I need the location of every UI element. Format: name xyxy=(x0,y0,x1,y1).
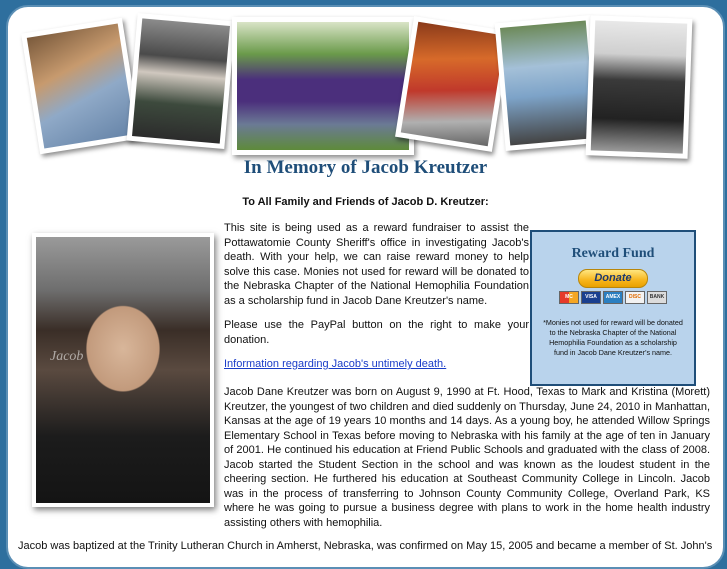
amex-icon: AMEX xyxy=(603,291,623,304)
biography-paragraph: Jacob Dane Kreutzer was born on August 9, 1990 at Ft. Hood, Texas to Mark and Kristina (Morett) Kreutzer, the youngest of two children and died suddenly on Thursday, June 24, 2010 in Manhattan, Kansas at the age of 19 years 10 months and 14 days. As a young boy, he attended Willow Springs Elementary School in Texas before moving to Nebraska with his family at the age of ten in January of 2001. He continued his education at Friend Public Schools and graduated with the class of 2008. Jacob started the Student Section in the school and was known as the loudest student in the cheering section. He furthered his education at Southeast Community College in Lincoln. Jacob was in the process of transferring to Johnson County Community College, Overland Park, KS where he was going to pursue a business degree with plans to work in the home health industry assisting others with hemophilia. xyxy=(224,386,710,529)
photo-banner xyxy=(8,7,723,157)
mastercard-icon: MC xyxy=(559,291,579,304)
paypal-instruction: Please use the PayPal button on the right to make your donation. xyxy=(224,319,529,346)
paypal-donate-button[interactable]: Donate xyxy=(578,269,648,288)
visa-icon: VISA xyxy=(581,291,601,304)
banner-photo-1 xyxy=(21,18,141,154)
banner-photo-5 xyxy=(495,15,602,151)
banner-photo-2 xyxy=(127,13,236,149)
banner-photo-group xyxy=(232,17,414,155)
reward-fund-box xyxy=(530,230,696,386)
banner-photo-6 xyxy=(586,15,693,158)
page-subtitle: To All Family and Friends of Jacob D. Kreutzer: xyxy=(242,196,489,208)
portrait-watermark: Jacob xyxy=(50,349,84,364)
portrait-photo xyxy=(32,233,214,507)
intro-paragraph: This site is being used as a reward fundraiser to assist the Pottawatomie County Sheriff's office in investigating Jacob's death. With your help, we can raise reward money to help solve this case. Monies not used for reward will be donated to the Nebraska Chapter of the National Hemophilia Foundation as a scholarship fund in Jacob Dane Kreutzer's name. xyxy=(224,222,529,307)
reward-fund-title: Reward Fund xyxy=(571,246,655,261)
death-info-link[interactable]: Information regarding Jacob's untimely death. xyxy=(224,358,447,370)
intro-content xyxy=(224,221,529,382)
page-frame xyxy=(6,5,725,569)
payment-cards xyxy=(532,291,694,304)
discover-icon: DISC xyxy=(625,291,645,304)
baptism-paragraph: Jacob was baptized at the Trinity Lutheran Church in Amherst, Nebraska, was confirmed on May 15, 2005 and became a member of St. John's xyxy=(18,540,713,552)
bank-icon: BANK xyxy=(647,291,667,304)
page-title: In Memory of Jacob Kreutzer xyxy=(243,157,488,178)
banner-photo-4 xyxy=(395,16,511,152)
reward-note: *Monies not used for reward will be donated to the Nebraska Chapter of the National Hemophilia Foundation as a scholarship fund in Jacob Dane Kreutzer's name. xyxy=(543,318,683,357)
